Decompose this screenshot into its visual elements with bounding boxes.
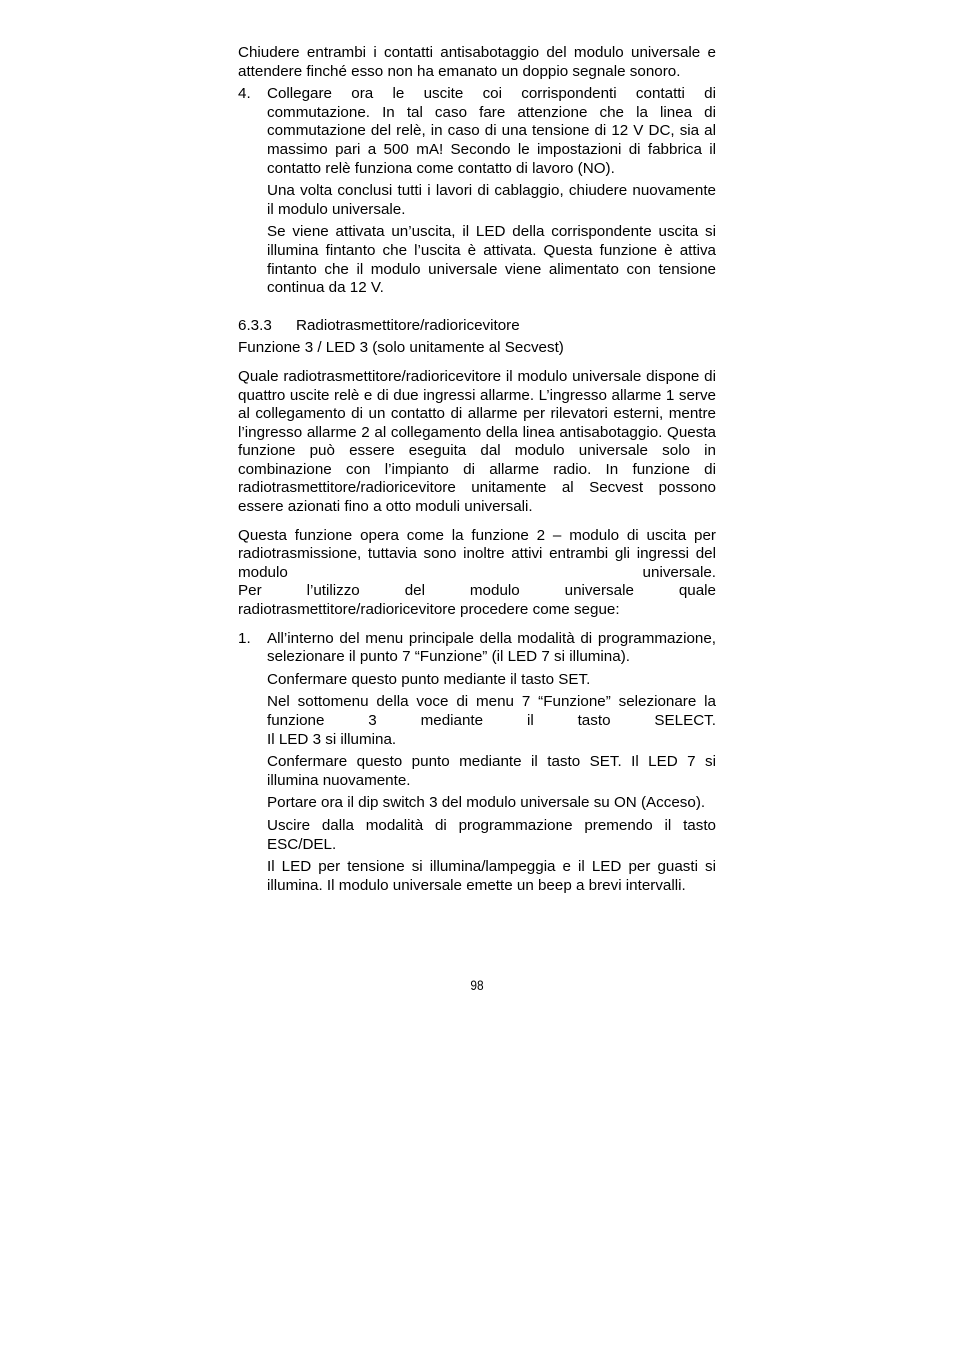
step-1-paragraph-5: Portare ora il dip switch 3 del modulo universale su ON (Acceso). xyxy=(267,794,706,812)
section-title: Radiotrasmettitore/radioricevitore xyxy=(296,316,520,334)
section-subtitle: Funzione 3 / LED 3 (solo unitamente al Secvest) xyxy=(238,339,564,357)
step-1-text: All’interno del menu principale della modalità di programmazione, selezionare il punto 7 “Funzione” (il LED 7 si illumina). xyxy=(267,629,716,666)
section-paragraph-2 xyxy=(238,527,716,620)
step-4-number: 4. xyxy=(238,85,251,103)
step-1-paragraph-3-line-2: Il LED 3 si illumina. xyxy=(267,730,397,748)
section-paragraph-2-line-1: Questa funzione opera come la funzione 2 – modulo di uscita per radiotrasmissione, tuttavia sono inoltre attivi entrambi gli ingressi del modulo universale. xyxy=(238,526,716,581)
page-number: 98 xyxy=(470,977,484,993)
step-1-paragraph-7: Il LED per tensione si illumina/lampeggia e il LED per guasti si illumina. Il modulo universale emette un beep a brevi intervalli. xyxy=(267,858,716,894)
section-heading xyxy=(238,317,716,336)
step-1-paragraph-3-line-1: Nel sottomenu della voce di menu 7 “Funzione” selezionare la funzione 3 mediante il tasto SELECT. xyxy=(267,693,716,729)
section-paragraph-2-line-2: Per l’utilizzo del modulo universale quale radiotrasmettitore/radioricevitore procedere come segue: xyxy=(238,582,716,619)
step-4-paragraph-3: Se viene attivata un’uscita, il LED della corrispondente uscita si illumina fintanto che l’uscita è attivata. Questa funzione è attiva fintanto che il modulo universale viene alimentato con tensione continua da 12 V. xyxy=(267,223,716,297)
step-1-paragraph-6: Uscire dalla modalità di programmazione premendo il tasto ESC/DEL. xyxy=(267,816,716,853)
step-1-number: 1. xyxy=(238,629,251,647)
intro-continuation: Chiudere entrambi i contatti antisabotaggio del modulo universale e attendere finché esso non ha emanato un doppio segnale sonoro. xyxy=(238,44,716,80)
document-page xyxy=(238,44,716,895)
step-4 xyxy=(238,85,716,298)
step-4-paragraph-2: Una volta conclusi tutti i lavori di cablaggio, chiudere nuovamente il modulo universale. xyxy=(267,182,716,218)
step-1-paragraph-4: Confermare questo punto mediante il tasto SET. Il LED 7 si illumina nuovamente. xyxy=(267,753,716,789)
step-1 xyxy=(238,630,716,896)
step-1-paragraph-3 xyxy=(267,693,716,749)
step-1-paragraph-2: Confermare questo punto mediante il tasto SET. xyxy=(267,670,591,688)
section-number: 6.3.3 xyxy=(238,316,272,334)
step-4-text: Collegare ora le uscite coi corrispondenti contatti di commutazione. In tal caso fare attenzione che la linea di commutazione del relè, in caso di una tensione di 12 V DC, sia al massimo pari a 500 mA! Secondo le impostazioni di fabbrica il contatto relè funziona come contatto di lavoro (NO). xyxy=(267,85,716,177)
section-paragraph-1: Quale radiotrasmettitore/radioricevitore il modulo universale dispone di quattro uscite relè e di due ingressi allarme. L’ingresso allarme 1 serve al collegamento di un contatto di allarme per rilevatori esterni, mentre l’ingresso allarme 2 al collegamento della linea antisabotaggio. Questa funzione può essere eseguita dal modulo universale solo in combinazione con l’impianto di allarme radio. In funzione di radiotrasmettitore/radioricevitore unitamente al Secvest possono essere azionati fino a otto moduli universali. xyxy=(238,367,716,516)
